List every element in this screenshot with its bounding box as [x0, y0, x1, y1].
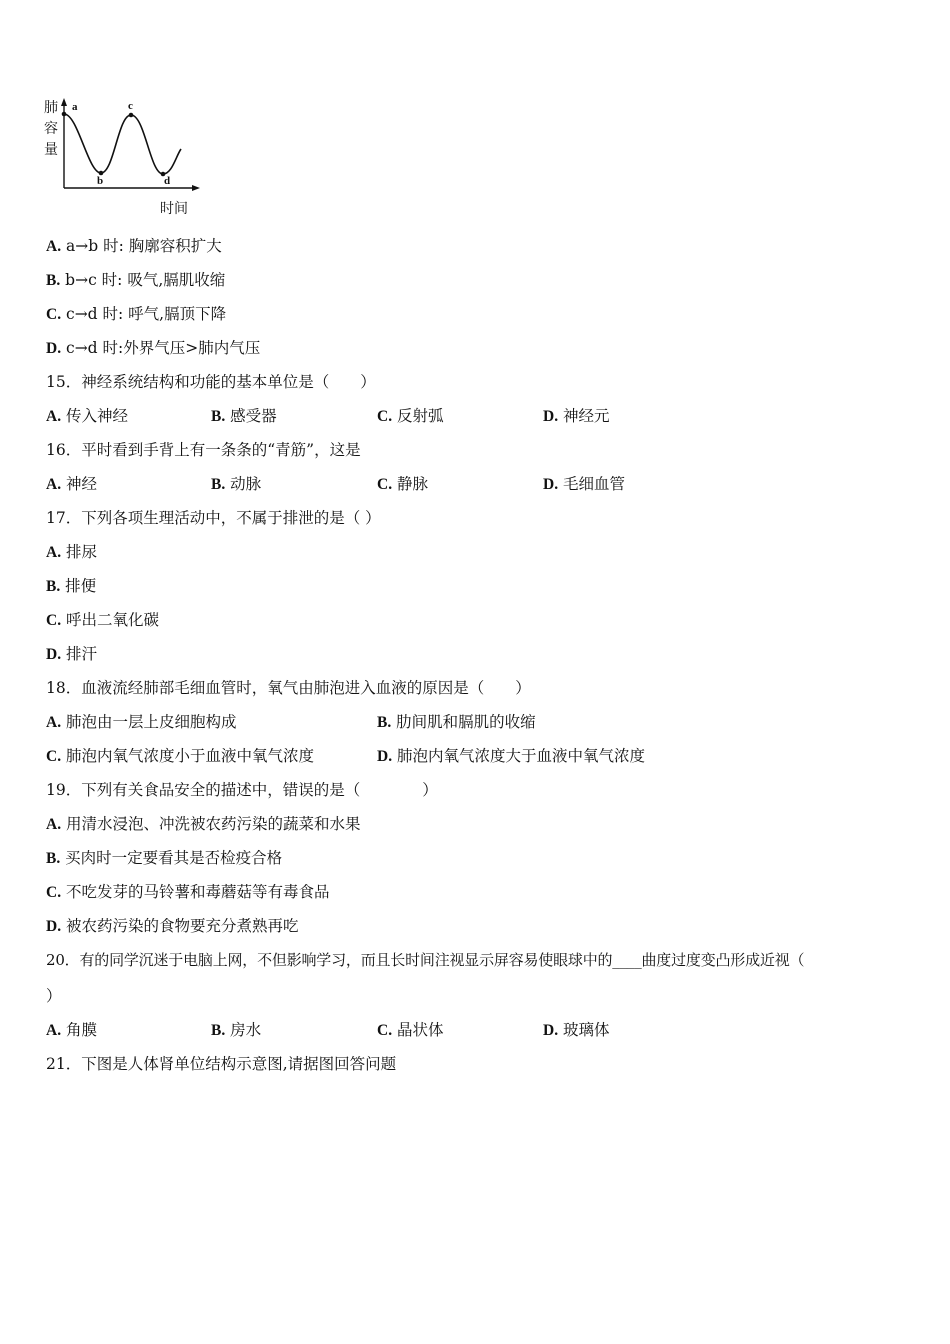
q20-stem-line2: ） — [46, 987, 62, 1005]
q18-stem: 18．血液流经肺部毛细血管时，氧气由肺泡进入血液的原因是（ ） — [46, 679, 531, 697]
q19-option-d: D. 被农药污染的食物要充分煮熟再吃 — [46, 917, 299, 935]
point-a — [62, 112, 67, 117]
q16-option-b: B. 动脉 — [211, 475, 262, 493]
y-axis-arrow — [61, 98, 67, 106]
q17-stem: 17．下列各项生理活动中，不属于排泄的是（ ） — [46, 509, 381, 527]
q15-stem: 15．神经系统结构和功能的基本单位是（ ） — [46, 373, 376, 391]
q15-option-d: D. 神经元 — [543, 407, 610, 425]
point-c-label: c — [128, 100, 133, 112]
q17-option-a: A. 排尿 — [46, 543, 98, 561]
q15-option-b: B. 感受器 — [211, 407, 277, 425]
volume-curve — [64, 114, 181, 174]
point-b-label: b — [97, 175, 104, 187]
q14-option-b: B. b→c 时: 吸气,膈肌收缩 — [46, 271, 226, 289]
y-axis-label-char: 量 — [44, 142, 58, 158]
q17-option-d: D. 排汗 — [46, 645, 98, 663]
point-a-label: a — [72, 101, 78, 113]
q14-option-d: D. c→d 时:外界气压>肺内气压 — [46, 339, 261, 357]
q15-option-c: C. 反射弧 — [377, 407, 444, 425]
q20-option-b: B. 房水 — [211, 1021, 262, 1039]
q20-option-a: A. 角膜 — [46, 1021, 98, 1039]
q20-option-c: C. 晶状体 — [377, 1021, 444, 1039]
q17-option-b: B. 排便 — [46, 577, 97, 595]
q17-option-c: C. 呼出二氧化碳 — [46, 611, 160, 629]
q20-stem-line1: 20．有的同学沉迷于电脑上网，不但影响学习，而且长时间注视显示屏容易使眼球中的____曲度过度变凸形成近视（ — [46, 951, 805, 969]
q19-stem: 19．下列有关食品安全的描述中，错误的是（ ） — [46, 781, 438, 799]
y-axis-label-char: 容 — [44, 121, 58, 137]
q16-option-d: D. 毛细血管 — [543, 475, 626, 493]
y-axis-label-char: 肺 — [44, 100, 58, 116]
q18-option-c: C. 肺泡内氧气浓度小于血液中氧气浓度 — [46, 747, 315, 765]
q15-option-a: A. 传入神经 — [46, 407, 129, 425]
x-axis-arrow — [192, 185, 200, 191]
q19-option-a: A. 用清水浸泡、冲洗被农药污染的蔬菜和水果 — [46, 815, 361, 833]
q14-option-a: A. a→b 时: 胸廓容积扩大 — [46, 237, 222, 255]
point-d-label: d — [164, 175, 171, 187]
q19-option-b: B. 买肉时一定要看其是否检疫合格 — [46, 849, 283, 867]
q16-option-a: A. 神经 — [46, 475, 98, 493]
q19-option-c: C. 不吃发芽的马铃薯和毒蘑菇等有毒食品 — [46, 883, 330, 901]
q16-stem: 16．平时看到手背上有一条条的“青筋”，这是 — [46, 441, 361, 459]
q18-option-a: A. 肺泡由一层上皮细胞构成 — [46, 713, 237, 731]
q18-option-b: B. 肋间肌和膈肌的收缩 — [377, 713, 536, 731]
q14-option-c: C. c→d 时: 呼气,膈顶下降 — [46, 305, 227, 323]
q16-option-c: C. 静脉 — [377, 475, 429, 493]
point-c — [129, 113, 134, 118]
q18-option-d: D. 肺泡内氧气浓度大于血液中氧气浓度 — [377, 747, 646, 765]
q21-stem: 21．下图是人体肾单位结构示意图,请据图回答问题 — [46, 1055, 397, 1073]
q20-option-d: D. 玻璃体 — [543, 1021, 610, 1039]
lung-volume-figure — [0, 0, 950, 230]
x-axis-label: 时间 — [160, 201, 188, 217]
